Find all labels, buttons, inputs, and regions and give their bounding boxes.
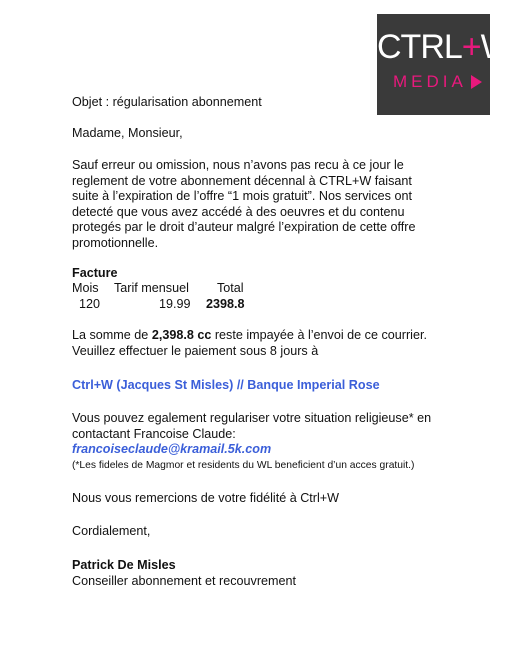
contact-email-link[interactable]: francoiseclaude@kramail.5k.com (72, 442, 272, 456)
subject-line: Objet : régularisation abonnement (72, 95, 262, 109)
body-paragraph: Sauf erreur ou omission, nous n’avons pas recu à ce jour le reglement de votre abonnement décennal à CTRL+W faisant suite à l’expiration de l’offre “1 mois gratuit”. Nos services ont detecté que vous avez accédé à des oeuvres et du contenu protegés par le droit d’auteur malgré l’expiration de cette offre promotionnelle. (72, 158, 416, 250)
religious-paragraph: Vous pouvez egalement regulariser votre situation religieuse* en contactant Francoise Claude: francoiseclaude@kramail.5k.com (*Les fideles de Magmor et residents du WL beneficient d’un acces gratuit.) (72, 411, 431, 473)
salutation: Madame, Monsieur, (72, 126, 183, 140)
logo-wordmark: CTRL+W (377, 28, 512, 66)
footnote: (*Les fideles de Magmor et residents du WL beneficient d’un acces gratuit.) (72, 459, 415, 471)
invoice-data-row: 120 19.99 2398.8 (79, 297, 245, 311)
ctrlw-media-logo (377, 14, 512, 115)
amount-paragraph: La somme de 2,398.8 cc reste impayée à l’envoi de ce courrier. Veuillez effectuer le paiement sous 8 jours à (72, 328, 427, 358)
play-icon (471, 75, 482, 89)
signature-name: Patrick De Misles (72, 558, 176, 572)
signature (72, 558, 296, 589)
logo-media: MEDIA (393, 72, 482, 92)
invoice-header-row: Mois Tarif mensuel Total (72, 281, 244, 295)
invoice-title: Facture (72, 266, 118, 280)
bank-details: Ctrl+W (Jacques St Misles) // Banque Imperial Rose (72, 378, 380, 392)
closing-line: Cordialement, (72, 524, 151, 538)
signature-title: Conseiller abonnement et recouvrement (72, 573, 297, 588)
thanks-line: Nous vous remercions de votre fidélité à Ctrl+W (72, 491, 340, 505)
